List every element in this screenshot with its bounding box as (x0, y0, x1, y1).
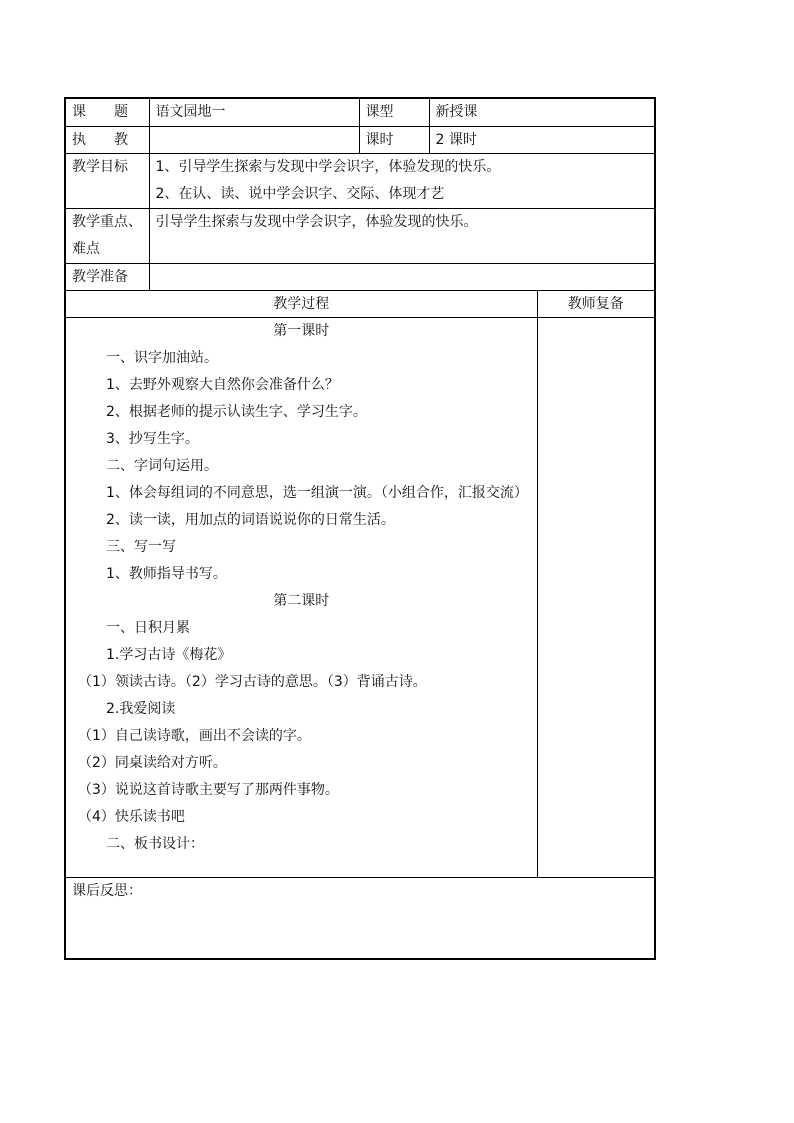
lesson-1-title: 第一课时 (273, 322, 330, 339)
step-1: 一、识字加油站。 (106, 349, 218, 366)
process-header: 教学过程 (65, 290, 537, 317)
step-1-2: 2、根据老师的提示认读生字、学习生字。 (106, 403, 367, 420)
row-focus (65, 208, 655, 263)
step-2: 二、字词句运用。 (106, 457, 218, 474)
focus-text: 引导学生探索与发现中学会识字，体验发现的快乐。 (155, 213, 478, 230)
row-subject (65, 98, 655, 126)
step-3-1: 1、教师指导书写。 (106, 565, 227, 582)
focus-label (65, 208, 149, 263)
step-2-2: 2、读一读，用加点的词语说说你的日常生活。 (106, 511, 395, 528)
teacher-label: 执 教 (65, 126, 149, 153)
hours-label: 课时 (359, 126, 429, 153)
step-2-1: 1、体会每组词的不同意思，选一组演一演。（小组合作，汇报交流） (106, 484, 528, 501)
row-process (65, 317, 655, 877)
subject-value: 语文园地一 (149, 98, 359, 126)
goals-content (149, 153, 655, 208)
process-content (65, 317, 537, 877)
type-value: 新授课 (429, 98, 655, 126)
step-t1: 一、日积月累 (106, 619, 190, 636)
step-t1-2: 2.我爱阅读 (106, 700, 176, 717)
step-t1-1a: （1）领读古诗。（2）学习古诗的意思。（3）背诵古诗。 (78, 673, 427, 690)
type-label: 课型 (359, 98, 429, 126)
prep-label: 教学准备 (65, 263, 149, 290)
goal-line-2: 2、在认、读、说中学会识字、交际、体现才艺 (155, 185, 445, 202)
review-header: 教师复备 (537, 290, 655, 317)
review-content (537, 317, 655, 877)
row-goals (65, 153, 655, 208)
goals-label: 教学目标 (65, 153, 149, 208)
step-3: 三、写一写 (106, 538, 176, 555)
step-t2: 二、板书设计： (106, 835, 204, 852)
subject-label: 课 题 (65, 98, 149, 126)
step-t1-2a: （1）自己读诗歌，画出不会读的字。 (78, 727, 311, 744)
prep-value (149, 263, 655, 290)
step-t1-1: 1.学习古诗《梅花》 (106, 646, 232, 663)
row-prep (65, 263, 655, 290)
reflection-label: 课后反思： (72, 882, 142, 899)
reflection-cell (65, 877, 655, 959)
step-t1-2b: （2）同桌读给对方听。 (78, 754, 227, 771)
row-reflection (65, 877, 655, 959)
row-process-header (65, 290, 655, 317)
step-t1-2c: （3）说说这首诗歌主要写了那两件事物。 (78, 781, 339, 798)
focus-content (149, 208, 655, 263)
lesson-2-title: 第二课时 (273, 592, 330, 609)
step-t1-2d: （4）快乐读书吧 (78, 808, 185, 825)
row-teacher (65, 126, 655, 153)
focus-label-line-2: 难点 (72, 240, 100, 257)
step-1-3: 3、抄写生字。 (106, 430, 199, 447)
hours-value: 2 课时 (429, 126, 655, 153)
teacher-value (149, 126, 359, 153)
focus-label-line-1: 教学重点、 (72, 213, 142, 230)
step-1-1: 1、去野外观察大自然你会准备什么？ (106, 376, 339, 393)
goal-line-1: 1、引导学生探索与发现中学会识字，体验发现的快乐。 (155, 158, 501, 175)
lesson-plan-table (64, 97, 656, 960)
